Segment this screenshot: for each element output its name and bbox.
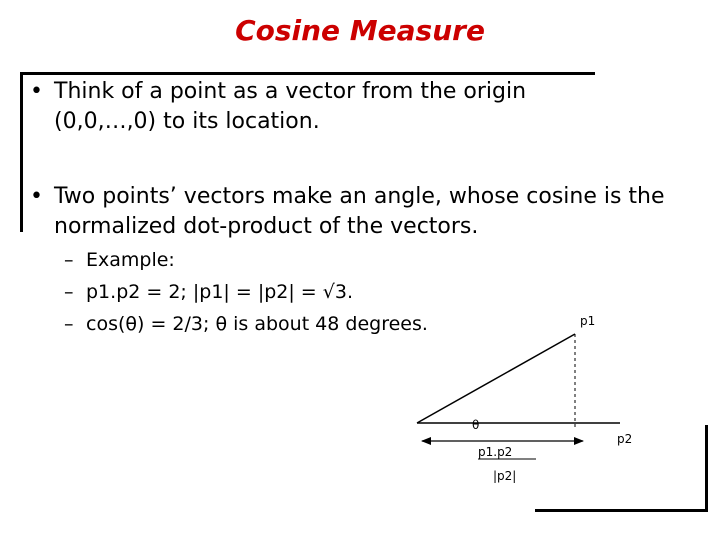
- label-theta: θ: [472, 418, 480, 432]
- bullet-marker: •: [30, 79, 43, 104]
- subbullet-text: p1.p2 = 2; |p1| = |p2| = √3.: [86, 281, 354, 303]
- subbullet-marker: –: [64, 281, 74, 303]
- bullet-marker: •: [30, 184, 43, 209]
- subbullet-text: Example:: [86, 249, 175, 271]
- bullet-text: Two points’ vectors make an angle, whose cosine is the normalized dot-product of the vectors.: [54, 184, 665, 239]
- subbullet-marker: –: [64, 313, 74, 335]
- label-p2: p2: [617, 432, 633, 446]
- label-dot-product: p1.p2: [478, 445, 513, 459]
- subbullet-marker: –: [64, 249, 74, 271]
- subbullet-text: cos(θ) = 2/3; θ is about 48 degrees.: [86, 313, 428, 335]
- label-p1: p1: [580, 314, 596, 328]
- label-norm-p2: |p2|: [493, 469, 517, 483]
- bullet-text: Think of a point as a vector from the origin (0,0,…,0) to its location.: [54, 79, 527, 134]
- slide-title: Cosine Measure: [235, 14, 485, 47]
- vector-p1-line: [417, 334, 575, 423]
